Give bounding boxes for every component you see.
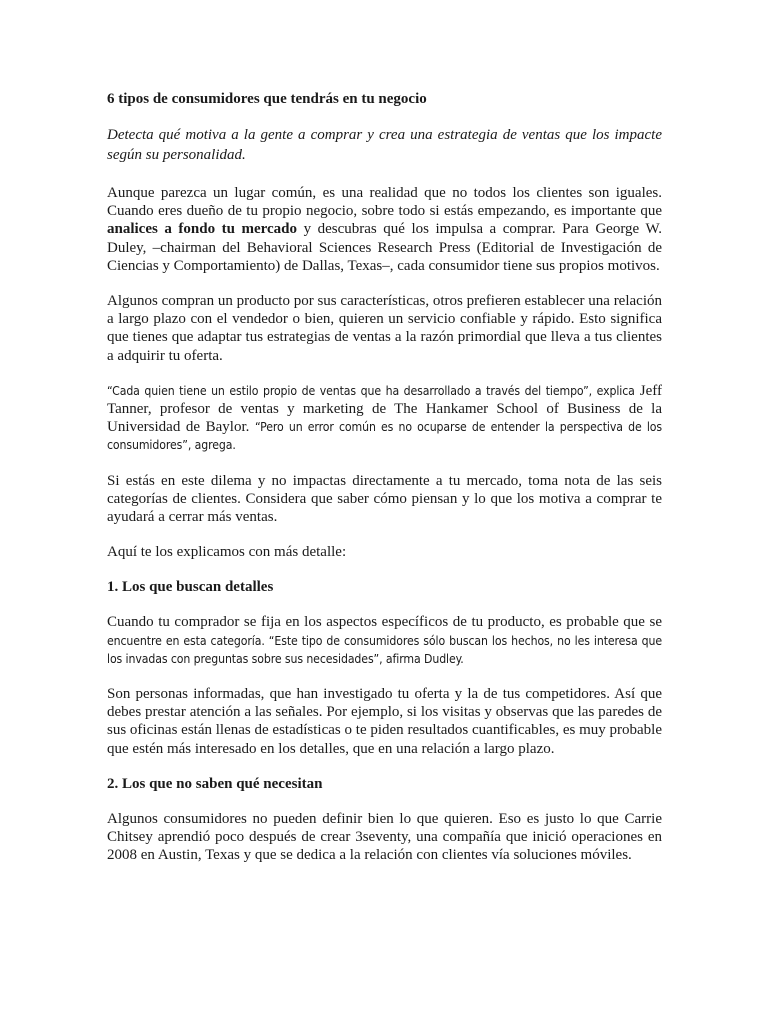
section-1-text-a: Cuando tu comprador se fija en los aspectos específicos de tu producto, es probable que se: [107, 614, 662, 631]
section-1-heading: 1. Los que buscan detalles: [107, 579, 274, 596]
document-page: [107, 90, 662, 881]
paragraph-intro-text-a: Aunque parezca un lugar común, es una realidad que no todos los clientes son iguales. Cuando eres dueño de tu propio negocio, sobre todo si estás empezando, es importante que: [107, 185, 662, 220]
document-subtitle: Detecta qué motiva a la gente a comprar y crea una estrategia de ventas que los impacte según su personalidad.: [107, 127, 662, 163]
section-1-text-b: encuentre en esta categoría. “Este tipo de consumidores sólo buscan los hechos, no les interesa que los invadas con preguntas sobre sus necesidades”, afirma Dudley.: [107, 633, 662, 666]
paragraph-intro-text-b: y descubras qué los impulsa a comprar. Para George W. Duley, –chairman del Behavioral Sciences Research Press (Editorial de Investigación de Ciencias y Comportamiento) de Dallas, Texas–, cada consumidor tiene sus propios motivos.: [107, 221, 662, 274]
paragraph-dilemma: Si estás en este dilema y no impactas directamente a tu mercado, toma nota de las seis categorías de clientes. Considera que saber cómo piensan y lo que los motiva a comprar te ayudará a cerrar más ventas.: [107, 472, 662, 526]
section-2-heading: 2. Los que no saben qué necesitan: [107, 775, 323, 792]
section-2-paragraph-1: Algunos consumidores no pueden definir bien lo que quieren. Eso es justo lo que Carrie Chitsey aprendió poco después de crear 3seventy, una compañía que inició operaciones en 2008 en Austin, Texas y que se dedica a la relación con clientes vía soluciones móviles.: [107, 810, 662, 864]
document-title: 6 tipos de consumidores que tendrás en tu negocio: [107, 91, 427, 107]
paragraph-intro: [107, 184, 662, 275]
paragraph-detail-intro: Aquí te los explicamos con más detalle:: [107, 544, 347, 561]
section-1-paragraph-2: Son personas informadas, que han investigado tu oferta y la de tus competidores. Así que debes prestar atención a las señales. Por ejemplo, si los visitas y observas que las paredes de sus oficinas están llenas de estadísticas o te piden resultados cuantificables, es muy probable que estén más interesado en los detalles, que en una relación a largo plazo.: [107, 686, 662, 757]
paragraph-motives: Algunos compran un producto por sus características, otros prefieren establecer una relación a largo plazo con el vendedor o bien, quieren un servicio confiable y rápido. Esto significa que tienes que adaptar tus estrategias de ventas a la razón primordial que lleva a tus clientes a adquirir tu oferta.: [107, 293, 662, 364]
paragraph-quote: [107, 382, 662, 455]
section-1-paragraph-1: [107, 613, 662, 668]
quote-text-c: “Pero un error común es no ocuparse de entender la perspectiva de los consumidores”, agrega.: [107, 420, 662, 453]
quote-text-a: “Cada quien tiene un estilo propio de ventas que ha desarrollado a través del tiempo”, explica: [107, 383, 635, 398]
quote-text-b: Jeff Tanner, profesor de ventas y marketing de The Hankamer School of Business de la Universidad de Baylor.: [107, 382, 663, 436]
paragraph-intro-bold: analices a fondo tu mercado: [107, 221, 298, 238]
